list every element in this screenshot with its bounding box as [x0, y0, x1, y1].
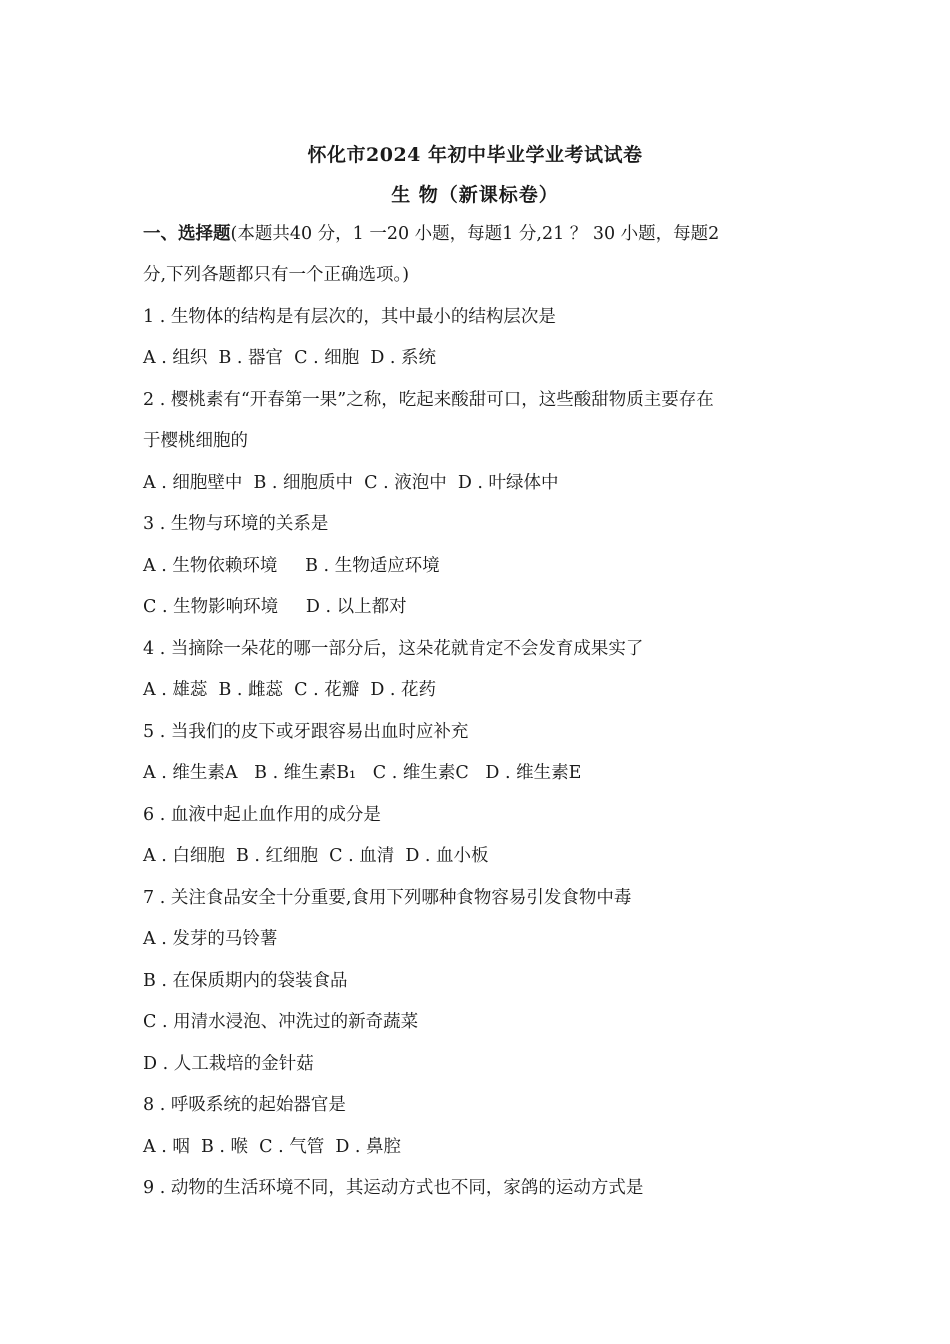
section-instructions: (本题共40 分，1 一20 小题，每题1 分,21 ？ 30 小题，每题2	[230, 224, 720, 244]
question-8-options: A . 咽 B . 喉 C . 气管 D . 鼻腔	[143, 1137, 402, 1157]
question-7-option-c: C . 用清水浸泡、冲洗过的新奇蔬菜	[143, 1012, 419, 1032]
question-2: 2 . 樱桃素有“开春第一果”之称，吃起来酸甜可口，这些酸甜物质主要存在	[143, 390, 714, 410]
section-instructions-line-2: 分,下列各题都只有一个正确选项。)	[143, 265, 410, 285]
question-4: 4 . 当摘除一朵花的哪一部分后，这朵花就肯定不会发育成果实了	[143, 639, 644, 659]
question-7-option-b: B . 在保质期内的袋装食品	[143, 971, 348, 991]
question-8: 8 . 呼吸系统的起始器官是	[143, 1095, 346, 1115]
question-3: 3 . 生物与环境的关系是	[143, 514, 329, 534]
question-7-option-d: D . 人工栽培的金针菇	[143, 1054, 314, 1074]
exam-title: 怀化市2024 年初中毕业学业考试试卷	[307, 144, 643, 166]
question-2-options: A . 细胞壁中 B . 细胞质中 C . 液泡中 D . 叶绿体中	[143, 473, 559, 493]
section-instructions-line-1	[143, 222, 719, 246]
section-heading: 一、选择题	[143, 224, 231, 244]
question-4-options: A . 雄蕊 B . 雌蕊 C . 花瓣 D . 花药	[143, 680, 437, 700]
question-6-options: A . 白细胞 B . 红细胞 C . 血清 D . 血小板	[143, 846, 489, 866]
question-7: 7 . 关注食品安全十分重要,食用下列哪种食物容易引发食物中毒	[143, 888, 632, 908]
question-9: 9 . 动物的生活环境不同，其运动方式也不同，家鸽的运动方式是	[143, 1178, 644, 1198]
question-1: 1 . 生物体的结构是有层次的，其中最小的结构层次是	[143, 307, 556, 327]
exam-subtitle: 生 物（新课标卷）	[391, 184, 559, 206]
question-3-options-ab: A . 生物依赖环境 B . 生物适应环境	[143, 556, 440, 576]
question-6: 6 . 血液中起止血作用的成分是	[143, 805, 381, 825]
question-1-options: A . 组织 B . 器官 C . 细胞 D . 系统	[143, 348, 437, 368]
question-3-options-cd: C . 生物影响环境 D . 以上都对	[143, 597, 407, 617]
question-5-options: A . 维生素A B . 维生素B₁ C . 维生素C D . 维生素E	[143, 763, 582, 783]
question-7-option-a: A . 发芽的马铃薯	[143, 929, 278, 949]
question-2-continued: 于樱桃细胞的	[143, 431, 248, 451]
question-5: 5 . 当我们的皮下或牙跟容易出血时应补充	[143, 722, 469, 742]
